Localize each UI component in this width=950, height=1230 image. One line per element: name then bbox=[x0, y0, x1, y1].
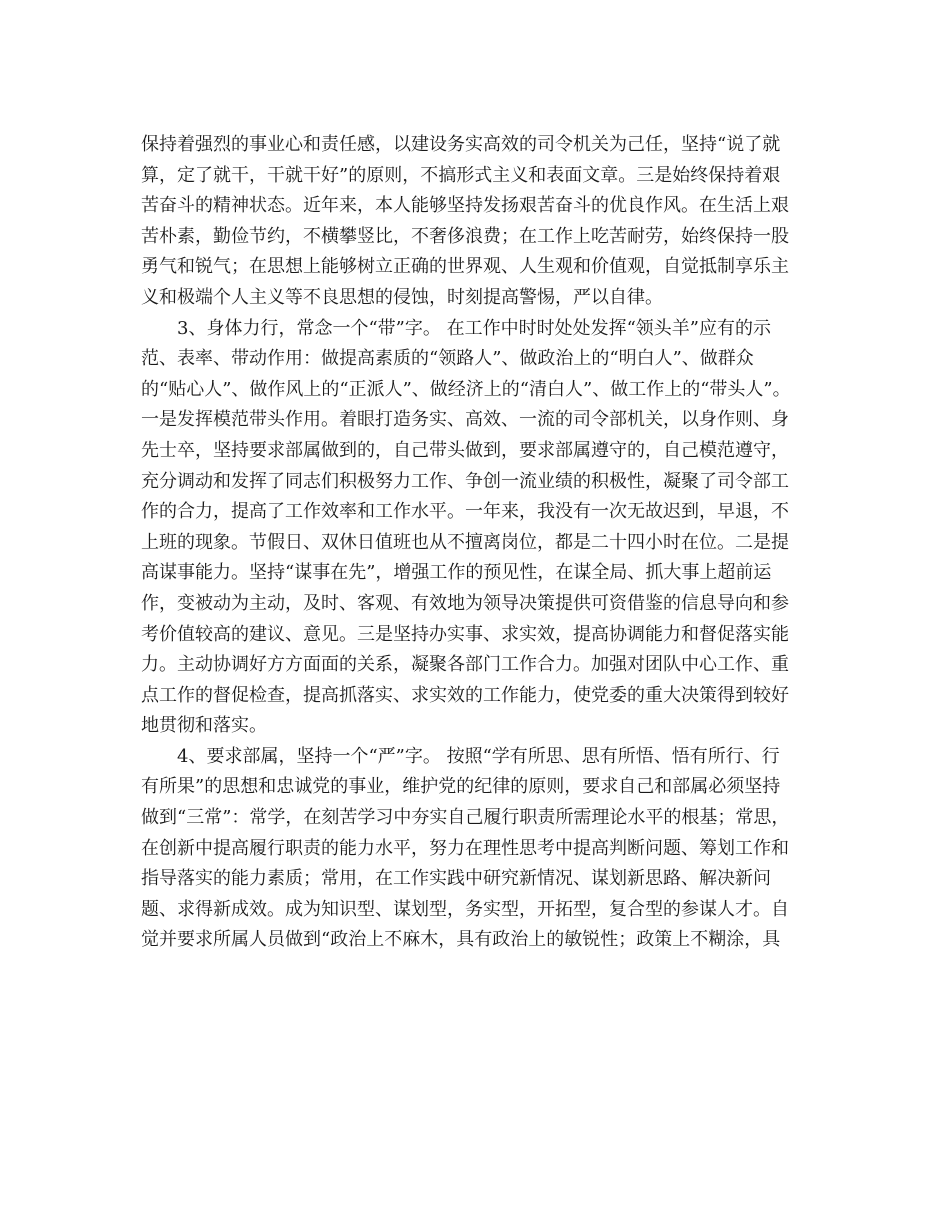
text-line: 保持着强烈的事业心和责任感，以建设务实高效的司令机关为己任，坚持“说了就 bbox=[141, 134, 781, 155]
text-line: 苦奋斗的精神状态。近年来，本人能够坚持发扬艰苦奋斗的优良作风。在生活上艰 bbox=[141, 195, 789, 217]
text-line: 义和极端个人主义等不良思想的侵蚀，时刻提高警惕，严以自律。 bbox=[141, 286, 663, 308]
text-line: 的“贴心人”、做作风上的“正派人”、做经济上的“清白人”、做工作上的“带头人”。 bbox=[141, 378, 791, 400]
text-line: 题、求得新成效。成为知识型、谋划型，务实型，开拓型，复合型的参谋人才。自 bbox=[141, 898, 789, 920]
text-line: 点工作的督促检查，提高抓落实、求实效的工作能力，使党委的重大决策得到较好 bbox=[141, 684, 789, 706]
text-line: 在创新中提高履行职责的能力水平，努力在理性思考中提高判断问题、筹划工作和 bbox=[141, 837, 789, 859]
text-line: 觉并要求所属人员做到“政治上不麻木，具有政治上的敏锐性；政策上不糊涂，具 bbox=[141, 929, 781, 951]
text-line: 力。主动协调好方方面面的关系，凝聚各部门工作合力。加强对团队中心工作、重 bbox=[141, 654, 789, 676]
text-line: 指导落实的能力素质；常用，在工作实践中研究新情况、谋划新思路、解决新问 bbox=[141, 868, 771, 890]
text-line: 有所果”的思想和忠诚党的事业，维护党的纪律的原则，要求自己和部属必须坚持 bbox=[141, 776, 781, 798]
text-line: 地贯彻和落实。 bbox=[141, 715, 267, 737]
text-line: 一是发挥模范带头作用。着眼打造务实、高效、一流的司令部机关，以身作则、身 bbox=[141, 409, 789, 431]
text-line: 高谋事能力。坚持“谋事在先”，增强工作的预见性，在谋全局、抓大事上超前运 bbox=[141, 562, 772, 584]
text-line: 充分调动和发挥了同志们积极努力工作、争创一流业绩的积极性，凝聚了司令部工 bbox=[141, 470, 789, 492]
text-line: 范、表率、带动作用：做提高素质的“领路人”、做政治上的“明白人”、做群众 bbox=[141, 348, 754, 370]
text-line: 考价值较高的建议、意见。三是坚持办实事、求实效，提高协调能力和督促落实能 bbox=[141, 623, 789, 645]
text-line: 上班的现象。节假日、双休日值班也从不擅离岗位，都是二十四小时在位。二是提 bbox=[141, 531, 789, 553]
text-line: 苦朴素，勤俭节约，不横攀竖比，不奢侈浪费；在工作上吃苦耐劳，始终保持一股 bbox=[141, 225, 789, 247]
text-line: 作的合力，提高了工作效率和工作水平。一年来，我没有一次无故迟到，早退，不 bbox=[141, 501, 789, 523]
body-text bbox=[141, 130, 811, 956]
text-line: 4、要求部属，坚持一个“严”字。 按照“学有所思、思有所悟、悟有所行、行 bbox=[177, 745, 780, 767]
text-line: 算，定了就干，干就干好”的原则，不搞形式主义和表面文章。三是始终保持着艰 bbox=[141, 164, 781, 186]
text-line: 勇气和锐气；在思想上能够树立正确的世界观、人生观和价值观，自觉抵制享乐主 bbox=[141, 256, 789, 278]
text-line: 3、身体力行，常念一个“带”字。 在工作中时时处处发挥“领头羊”应有的示 bbox=[177, 317, 771, 339]
text-line: 做到“三常”：常学，在刻苦学习中夯实自己履行职责所需理论水平的根基；常思， bbox=[141, 807, 790, 829]
text-line: 作，变被动为主动，及时、客观、有效地为领导决策提供可资借鉴的信息导向和参 bbox=[141, 592, 789, 614]
text-line: 先士卒，坚持要求部属做到的，自己带头做到，要求部属遵守的，自己模范遵守， bbox=[141, 439, 789, 461]
